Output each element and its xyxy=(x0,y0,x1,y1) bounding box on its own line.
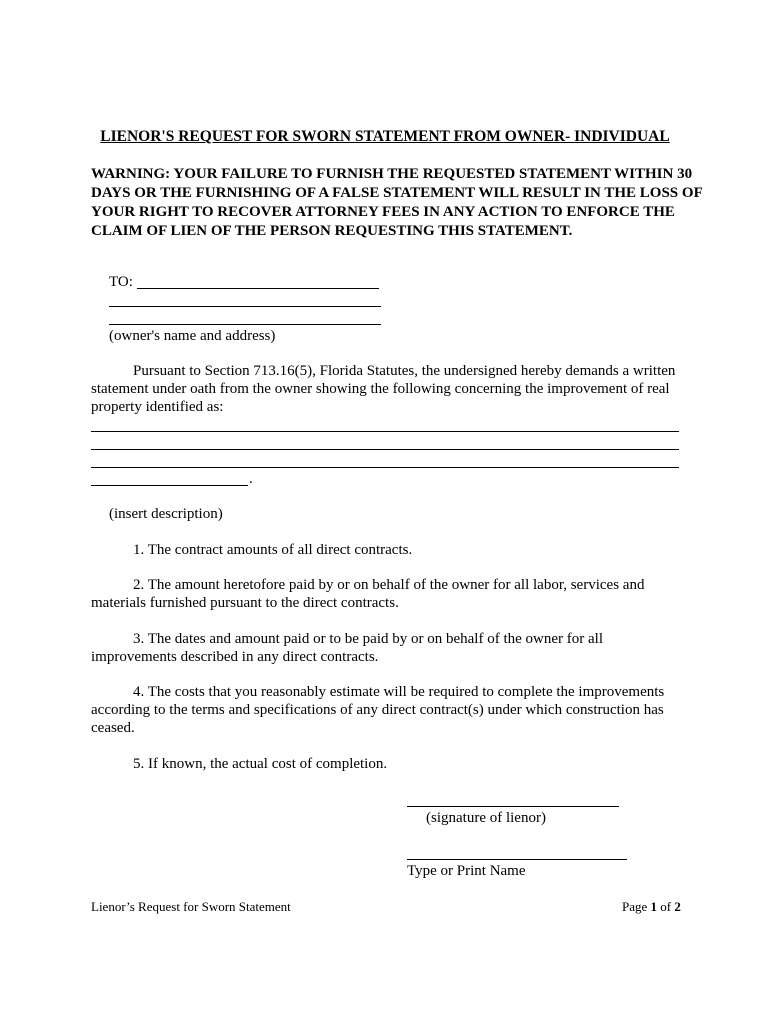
description-line-3[interactable] xyxy=(91,467,679,468)
pursuant-text: Pursuant to Section 713.16(5), Florida Statutes, the undersigned hereby demands a written statement under oath from the owner showing the following concerning the improvement of real property identified as: xyxy=(91,363,676,415)
owner-line-1[interactable] xyxy=(137,288,379,289)
item-5 xyxy=(91,755,681,773)
footer-page-number xyxy=(622,899,681,915)
item-1 xyxy=(91,541,681,559)
item-2 xyxy=(91,576,681,612)
item-1-text: 1. The contract amounts of all direct contracts. xyxy=(133,542,413,558)
description-line-1[interactable] xyxy=(91,431,679,432)
item-4-text: 4. The costs that you reasonably estimate will be required to complete the improvements according to the terms and specifications of any direct contract(s) under which construction has ceased. xyxy=(91,684,665,736)
pursuant-paragraph xyxy=(91,362,681,416)
item-3-text: 3. The dates and amount paid or to be paid by or on behalf of the owner for all improvements described in any direct contracts. xyxy=(91,631,604,665)
footer-of-word: of xyxy=(660,899,672,914)
document-title: LIENOR'S REQUEST FOR SWORN STATEMENT FROM OWNER- INDIVIDUAL xyxy=(100,128,670,145)
owner-line-2[interactable] xyxy=(109,306,381,307)
signature-caption: (signature of lienor) xyxy=(426,810,546,826)
owner-line-3[interactable] xyxy=(109,324,381,325)
owner-caption: (owner's name and address) xyxy=(109,328,276,344)
footer-page-total: 2 xyxy=(674,899,681,914)
signature-line[interactable] xyxy=(407,806,619,807)
to-label: TO: xyxy=(109,274,133,290)
item-4 xyxy=(91,683,681,737)
item-2-text: 2. The amount heretofore paid by or on behalf of the owner for all labor, services and materials furnished pursuant to the direct contracts. xyxy=(91,577,645,611)
warning-text: WARNING: YOUR FAILURE TO FURNISH THE REQUESTED STATEMENT WITHIN 30 DAYS OR THE FURNISHING OF A FALSE STATEMENT WILL RESULT IN THE LOSS OF YOUR RIGHT TO RECOVER ATTORNEY FEES IN ANY ACTION TO ENFORCE THE CLAIM OF LIEN OF THE PERSON REQUESTING THIS STATEMENT. xyxy=(91,166,703,239)
description-caption: (insert description) xyxy=(109,506,223,522)
item-3 xyxy=(91,630,681,666)
description-line-2[interactable] xyxy=(91,449,679,450)
item-5-text: 5. If known, the actual cost of completion. xyxy=(133,756,388,772)
print-name-line[interactable] xyxy=(407,859,627,860)
print-name-caption: Type or Print Name xyxy=(407,863,526,879)
footer-page-word: Page xyxy=(622,899,648,914)
description-end: . xyxy=(249,471,253,487)
footer-page-current: 1 xyxy=(650,899,658,914)
description-line-4[interactable] xyxy=(91,485,248,486)
footer-left: Lienor’s Request for Sworn Statement xyxy=(91,899,291,914)
